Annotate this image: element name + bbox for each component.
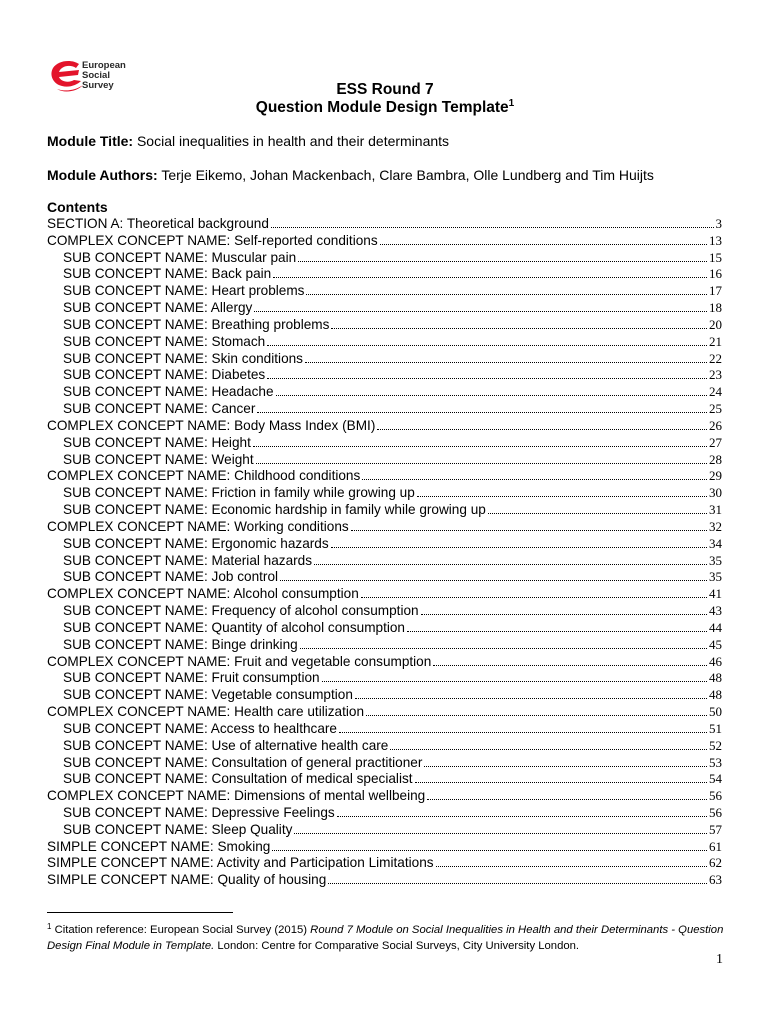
toc-entry[interactable] (47, 788, 722, 805)
toc-leader-dots (331, 546, 707, 548)
toc-leader-dots (272, 849, 707, 851)
toc-leader-dots (415, 781, 707, 783)
toc-entry-page: 21 (709, 333, 722, 349)
toc-leader-dots (417, 495, 707, 497)
toc-leader-dots (305, 361, 707, 363)
toc-entry-page: 63 (709, 872, 722, 888)
module-authors: Module Authors: Terje Eikemo, Johan Mackenbach, Clare Bambra, Olle Lundberg and Tim Huijts (47, 167, 654, 183)
toc-entry-label: SIMPLE CONCEPT NAME: Quality of housing (47, 872, 327, 888)
toc-leader-dots (253, 445, 707, 447)
toc-entry-page: 25 (709, 401, 722, 417)
toc-entry[interactable] (47, 233, 722, 250)
toc-entry-page: 31 (709, 502, 722, 518)
toc-entry-label: SUB CONCEPT NAME: Breathing problems (63, 316, 330, 332)
toc-leader-dots (380, 243, 707, 245)
toc-leader-dots (390, 748, 707, 750)
toc-entry-page: 28 (709, 451, 722, 467)
toc-entry-label: SECTION A: Theoretical background (47, 216, 269, 231)
toc-entry-page: 43 (709, 603, 722, 619)
toc-leader-dots (407, 630, 707, 632)
toc-entry[interactable] (47, 855, 722, 872)
toc-entry-label: SUB CONCEPT NAME: Cancer (63, 401, 256, 417)
toc-leader-dots (298, 260, 707, 262)
toc-leader-dots (424, 765, 707, 767)
toc-entry-page: 46 (709, 653, 722, 669)
toc-entry-page: 24 (709, 384, 722, 400)
document-subtitle: Question Module Design Template$^1$ (255, 98, 515, 116)
toc-entry-page: 27 (709, 434, 722, 450)
toc-entry[interactable] (47, 637, 722, 654)
toc-entry-label: SUB CONCEPT NAME: Headache (63, 384, 274, 400)
toc-leader-dots (488, 512, 707, 514)
toc-entry-page: 45 (709, 636, 722, 652)
toc-leader-dots (436, 865, 707, 867)
toc-leader-dots (267, 344, 707, 346)
toc-entry-page: 32 (709, 518, 722, 534)
toc-entry[interactable] (47, 872, 722, 889)
footnote: $^1$ Citation reference: European Social Survey (2015) Round 7 Module on Social Inequalities in Health and their Determinants - Question Design Final Module in Template. London: Centre for Comparative Social Surveys, City University London. (47, 922, 724, 952)
toc-entry[interactable] (47, 283, 722, 300)
toc-entry-label: SUB CONCEPT NAME: Allergy (63, 300, 253, 316)
ess-logo-text: European Social Survey (82, 60, 126, 91)
toc-leader-dots (300, 647, 707, 649)
toc-entry-page: 54 (709, 771, 722, 787)
toc-entry-label: COMPLEX CONCEPT NAME: Self-reported conditions (47, 232, 378, 248)
toc-entry[interactable] (47, 216, 722, 233)
toc-entry[interactable] (47, 351, 722, 368)
toc-entry[interactable] (47, 266, 722, 283)
toc-entry[interactable] (47, 435, 722, 452)
toc-entry-page: 17 (709, 283, 722, 299)
toc-entry[interactable] (47, 704, 722, 721)
toc-entry-label: SUB CONCEPT NAME: Use of alternative health care (63, 737, 389, 753)
toc-leader-dots (427, 798, 707, 800)
toc-entry-page: 50 (709, 704, 722, 720)
toc-entry-page: 26 (709, 417, 722, 433)
toc-entry-label: COMPLEX CONCEPT NAME: Working conditions (47, 518, 349, 534)
toc-entry-label: SIMPLE CONCEPT NAME: Smoking (47, 838, 271, 854)
toc-entry-page: 52 (709, 737, 722, 753)
table-of-contents (47, 216, 722, 889)
toc-entry-label: SUB CONCEPT NAME: Heart problems (63, 283, 305, 299)
toc-entry-page: 15 (709, 249, 722, 265)
toc-leader-dots (276, 394, 707, 396)
toc-entry-page: 56 (709, 804, 722, 820)
toc-entry-page: 13 (709, 232, 722, 248)
toc-entry[interactable] (47, 569, 722, 586)
toc-entry[interactable] (47, 553, 722, 570)
toc-leader-dots (294, 832, 707, 834)
toc-entry-label: SUB CONCEPT NAME: Frequency of alcohol consumption (63, 603, 419, 619)
toc-entry-label: SUB CONCEPT NAME: Vegetable consumption (63, 687, 353, 703)
toc-entry[interactable] (47, 670, 722, 687)
toc-entry[interactable] (47, 822, 722, 839)
toc-entry[interactable] (47, 839, 722, 856)
toc-leader-dots (351, 529, 707, 531)
toc-entry[interactable] (47, 401, 722, 418)
toc-entry-page: 22 (709, 350, 722, 366)
toc-leader-dots (433, 664, 707, 666)
toc-entry-page: 34 (709, 535, 722, 551)
toc-entry[interactable] (47, 687, 722, 704)
toc-entry-label: SUB CONCEPT NAME: Muscular pain (63, 249, 297, 265)
toc-entry-label: SUB CONCEPT NAME: Binge drinking (63, 636, 298, 652)
toc-entry-label: SUB CONCEPT NAME: Height (63, 434, 251, 450)
toc-entry[interactable] (47, 334, 722, 351)
toc-leader-dots (421, 613, 707, 615)
toc-entry[interactable] (47, 586, 722, 603)
toc-leader-dots (257, 411, 707, 413)
toc-leader-dots (328, 882, 707, 884)
contents-heading: Contents (47, 199, 108, 215)
module-title: Module Title: Social inequalities in health and their determinants (47, 133, 450, 149)
toc-entry-label: SUB CONCEPT NAME: Access to healthcare (63, 720, 337, 736)
toc-entry-page: 61 (709, 838, 722, 854)
toc-entry-label: SUB CONCEPT NAME: Ergonomic hazards (63, 535, 329, 551)
toc-leader-dots (331, 327, 707, 329)
toc-entry[interactable] (47, 317, 722, 334)
toc-leader-dots (271, 226, 714, 228)
toc-entry-page: 30 (709, 485, 722, 501)
toc-entry-label: COMPLEX CONCEPT NAME: Health care utilization (47, 704, 365, 720)
toc-leader-dots (267, 377, 707, 379)
toc-leader-dots (362, 478, 707, 480)
toc-entry[interactable] (47, 738, 722, 755)
toc-entry-label: SUB CONCEPT NAME: Consultation of medical specialist (63, 771, 413, 787)
toc-entry-label: SUB CONCEPT NAME: Diabetes (63, 367, 266, 383)
toc-entry-label: SUB CONCEPT NAME: Weight (63, 451, 254, 467)
toc-leader-dots (337, 815, 707, 817)
toc-entry-page: 20 (709, 316, 722, 332)
toc-entry[interactable] (47, 721, 722, 738)
toc-entry-page: 44 (709, 619, 722, 635)
toc-leader-dots (339, 731, 707, 733)
toc-entry-page: 23 (709, 367, 722, 383)
toc-leader-dots (361, 596, 707, 598)
toc-entry-label: COMPLEX CONCEPT NAME: Childhood conditions (47, 468, 361, 484)
footnote-ref[interactable]: 1 (508, 98, 515, 109)
toc-entry[interactable] (47, 755, 722, 772)
toc-entry-page: 18 (709, 300, 722, 316)
toc-leader-dots (254, 310, 707, 312)
toc-entry-page: 53 (709, 754, 722, 770)
toc-entry-label: SUB CONCEPT NAME: Job control (63, 569, 279, 585)
toc-entry-page: 48 (709, 670, 722, 686)
toc-entry-label: SUB CONCEPT NAME: Skin conditions (63, 350, 303, 366)
toc-entry-label: SUB CONCEPT NAME: Quantity of alcohol consumption (63, 619, 405, 635)
toc-leader-dots (355, 697, 707, 699)
toc-entry-page: 35 (709, 552, 722, 568)
toc-entry-label: COMPLEX CONCEPT NAME: Dimensions of mental wellbeing (47, 788, 426, 804)
toc-entry-label: SUB CONCEPT NAME: Back pain (63, 266, 272, 282)
toc-entry-label: SUB CONCEPT NAME: Friction in family while growing up (63, 485, 415, 501)
toc-entry[interactable] (47, 452, 722, 469)
toc-entry[interactable] (47, 654, 722, 671)
toc-entry-label: SUB CONCEPT NAME: Depressive Feelings (63, 804, 335, 820)
toc-entry[interactable] (47, 485, 722, 502)
toc-entry-label: SUB CONCEPT NAME: Material hazards (63, 552, 313, 568)
toc-leader-dots (280, 579, 707, 581)
toc-entry-page: 29 (709, 468, 722, 484)
toc-entry[interactable] (47, 418, 722, 435)
toc-entry[interactable] (47, 367, 722, 384)
toc-entry[interactable] (47, 502, 722, 519)
toc-entry[interactable] (47, 536, 722, 553)
toc-leader-dots (306, 293, 707, 295)
toc-entry-label: SUB CONCEPT NAME: Consultation of general practitioner (63, 754, 423, 770)
toc-leader-dots (322, 680, 707, 682)
toc-entry-page: 35 (709, 569, 722, 585)
toc-entry-page: 62 (709, 855, 722, 871)
toc-entry[interactable] (47, 603, 722, 620)
toc-entry[interactable] (47, 519, 722, 536)
toc-leader-dots (377, 428, 707, 430)
toc-entry-label: SUB CONCEPT NAME: Stomach (63, 333, 266, 349)
toc-leader-dots (273, 276, 707, 278)
toc-entry[interactable] (47, 250, 722, 267)
toc-entry-page: 51 (709, 720, 722, 736)
toc-leader-dots (366, 714, 707, 716)
document-title: ESS Round 7 (336, 81, 434, 98)
toc-entry-label: SIMPLE CONCEPT NAME: Activity and Participation Limitations (47, 855, 434, 871)
footnote-divider (47, 912, 233, 913)
toc-entry-label: SUB CONCEPT NAME: Economic hardship in family while growing up (63, 502, 486, 518)
toc-entry[interactable] (47, 300, 722, 317)
toc-entry[interactable] (47, 384, 722, 401)
toc-entry-label: COMPLEX CONCEPT NAME: Alcohol consumption (47, 586, 359, 602)
toc-entry-label: SUB CONCEPT NAME: Sleep Quality (63, 821, 293, 837)
toc-entry-page: 56 (709, 788, 722, 804)
toc-entry-page: 3 (715, 216, 722, 231)
toc-entry-label: COMPLEX CONCEPT NAME: Body Mass Index (BMI) (47, 417, 376, 433)
toc-entry-page: 48 (709, 687, 722, 703)
page-number: 1 (716, 952, 723, 967)
toc-leader-dots (256, 462, 707, 464)
toc-entry-page: 57 (709, 821, 722, 837)
toc-entry[interactable] (47, 805, 722, 822)
toc-entry-label: SUB CONCEPT NAME: Fruit consumption (63, 670, 320, 686)
toc-entry-page: 41 (709, 586, 722, 602)
toc-entry[interactable] (47, 468, 722, 485)
toc-entry[interactable] (47, 620, 722, 637)
toc-entry-label: COMPLEX CONCEPT NAME: Fruit and vegetable consumption (47, 653, 432, 669)
toc-entry[interactable] (47, 771, 722, 788)
toc-entry-page: 16 (709, 266, 722, 282)
toc-leader-dots (314, 563, 707, 565)
